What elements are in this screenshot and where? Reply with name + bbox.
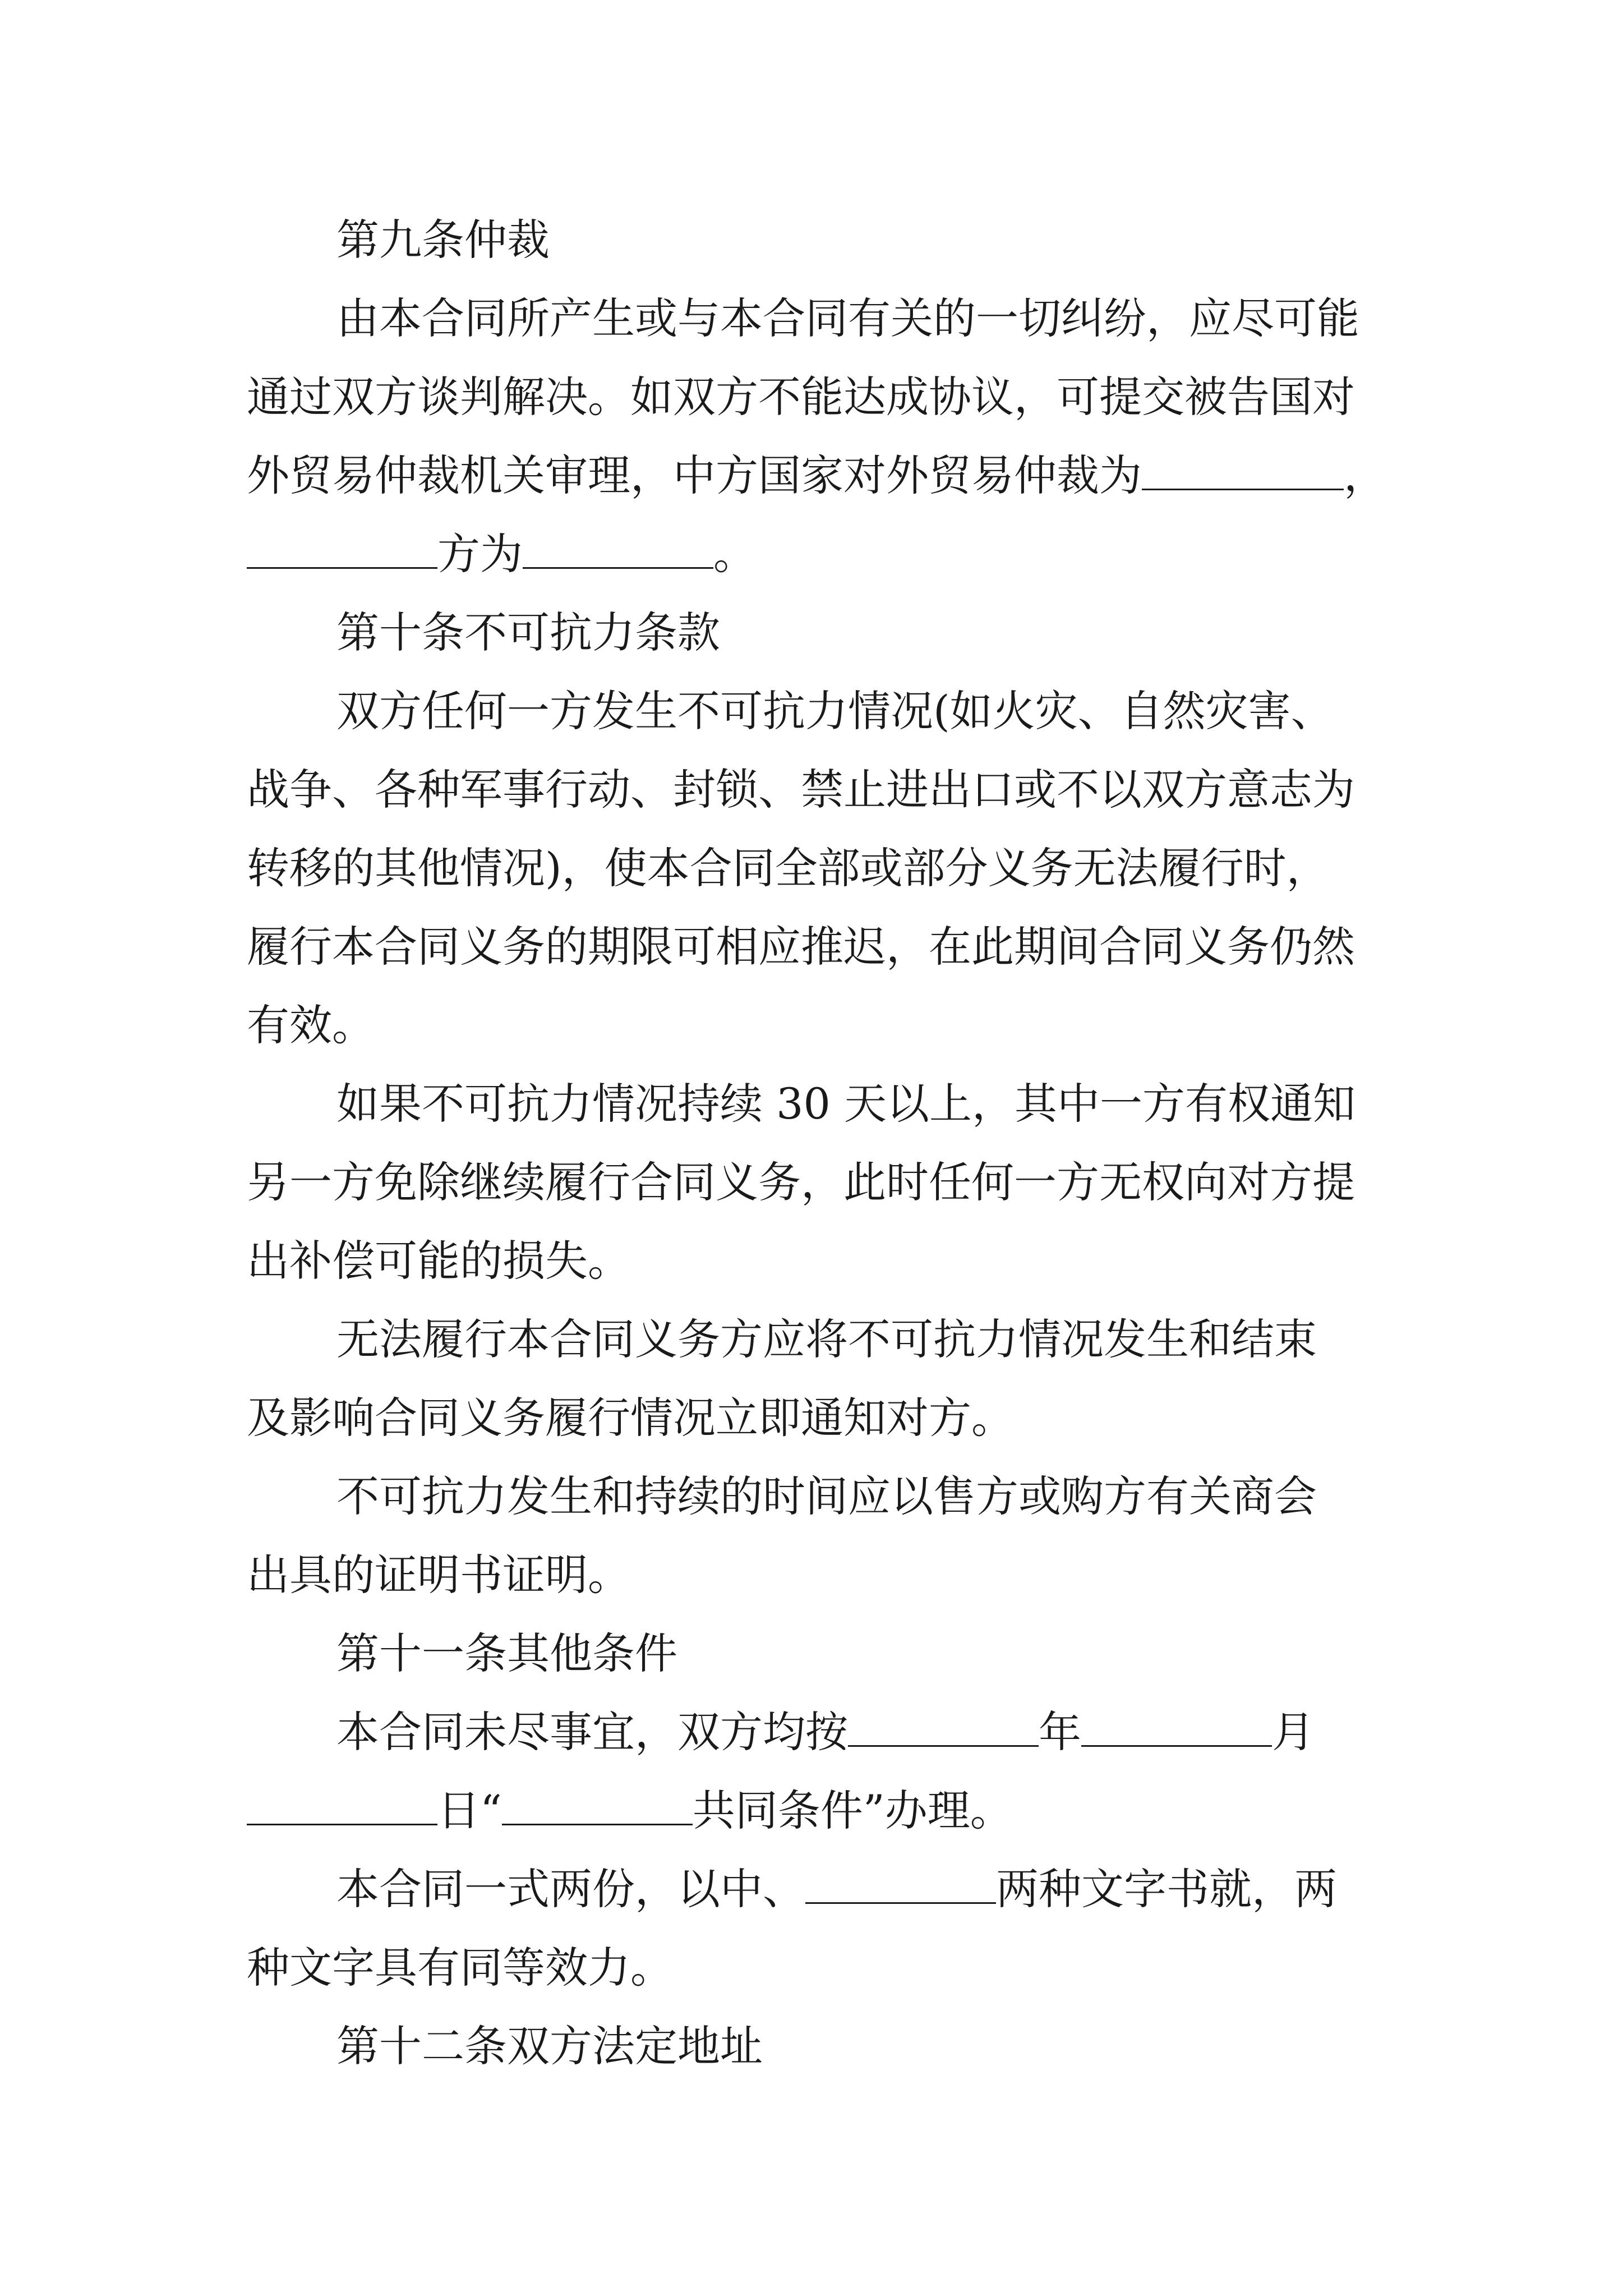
article-9-line-2: 通过双方谈判解决。如双方不能达成协议，可提交被告国对 (247, 372, 1355, 422)
article-10-p1-line-1: 双方任何一方发生不可抗力情况(如火灾、自然灾害、 (336, 686, 1334, 736)
article-9-line-3 (247, 448, 1386, 504)
article-10-p2-line-2: 另一方免除继续履行合同义务，此时任何一方无权向对方提 (247, 1157, 1355, 1207)
article-9-line-3-comma: ， (1344, 450, 1386, 500)
article-12-heading: 第十二条双方法定地址 (336, 2021, 763, 2071)
article-10-p1-line-4: 履行本合同义务的期限可相应推迟，在此期间合同义务仍然 (247, 922, 1355, 972)
article-11-line-4: 种文字具有同等效力。 (247, 1943, 673, 1993)
article-9-line-4-text: 方为 (437, 529, 523, 579)
article-11-line-1-text: 本合同未尽事宜，双方均按 (336, 1707, 848, 1757)
article-10-p3-line-2: 及影响合同义务履行情况立即通知对方。 (247, 1393, 1014, 1443)
fill-blank-arbitration-cn (1142, 454, 1344, 490)
article-10-p4-line-1: 不可抗力发生和持续的时间应以售方或购方有关商会 (336, 1471, 1317, 1521)
article-9-line-4 (247, 526, 756, 582)
fill-blank-language (805, 1867, 996, 1904)
article-9-line-4-end: 。 (713, 529, 756, 579)
fill-blank-party (247, 532, 437, 569)
article-11-year-label: 年 (1039, 1707, 1081, 1757)
article-11-month-label: 月 (1272, 1707, 1315, 1757)
article-11-line-3-end: 两种文字书就，两 (996, 1864, 1337, 1914)
fill-blank-year (848, 1710, 1039, 1747)
article-9-line-1: 由本合同所产生或与本合同有关的一切纠纷，应尽可能 (336, 293, 1359, 343)
article-11-line-1 (336, 1704, 1315, 1760)
article-9-heading: 第九条仲裁 (336, 215, 550, 265)
article-10-p2-line-1: 如果不可抗力情况持续 30 天以上，其中一方有权通知 (336, 1079, 1356, 1129)
article-10-p1-line-2: 战争、各种军事行动、封锁、禁止进出口或不以双方意志为 (247, 765, 1355, 815)
article-11-day-label: 日“ (437, 1786, 502, 1835)
article-10-p1-line-5: 有效。 (247, 1000, 375, 1050)
article-11-heading: 第十一条其他条件 (336, 1628, 677, 1678)
article-10-p2-line-3: 出补偿可能的损失。 (247, 1236, 630, 1286)
article-11-line-3-text: 本合同一式两份，以中、 (336, 1864, 805, 1914)
article-9-line-3-text: 外贸易仲裁机关审理，中方国家对外贸易仲裁为 (247, 450, 1142, 500)
article-10-p3-line-1: 无法履行本合同义务方应将不可抗力情况发生和结束 (336, 1314, 1317, 1364)
article-10-p4-line-2: 出具的证明书证明。 (247, 1550, 630, 1600)
fill-blank-arbitration-other (523, 532, 713, 569)
article-11-line-2-text: 共同条件”办理。 (692, 1786, 1013, 1835)
fill-blank-conditions (502, 1789, 693, 1825)
article-10-p1-line-3: 转移的其他情况)，使本合同全部或部分义务无法履行时， (247, 843, 1329, 893)
fill-blank-month (1081, 1710, 1272, 1747)
article-10-heading: 第十条不可抗力条款 (336, 608, 720, 657)
fill-blank-day (247, 1789, 437, 1825)
article-11-line-3 (336, 1861, 1337, 1917)
article-11-line-2 (247, 1783, 1013, 1839)
